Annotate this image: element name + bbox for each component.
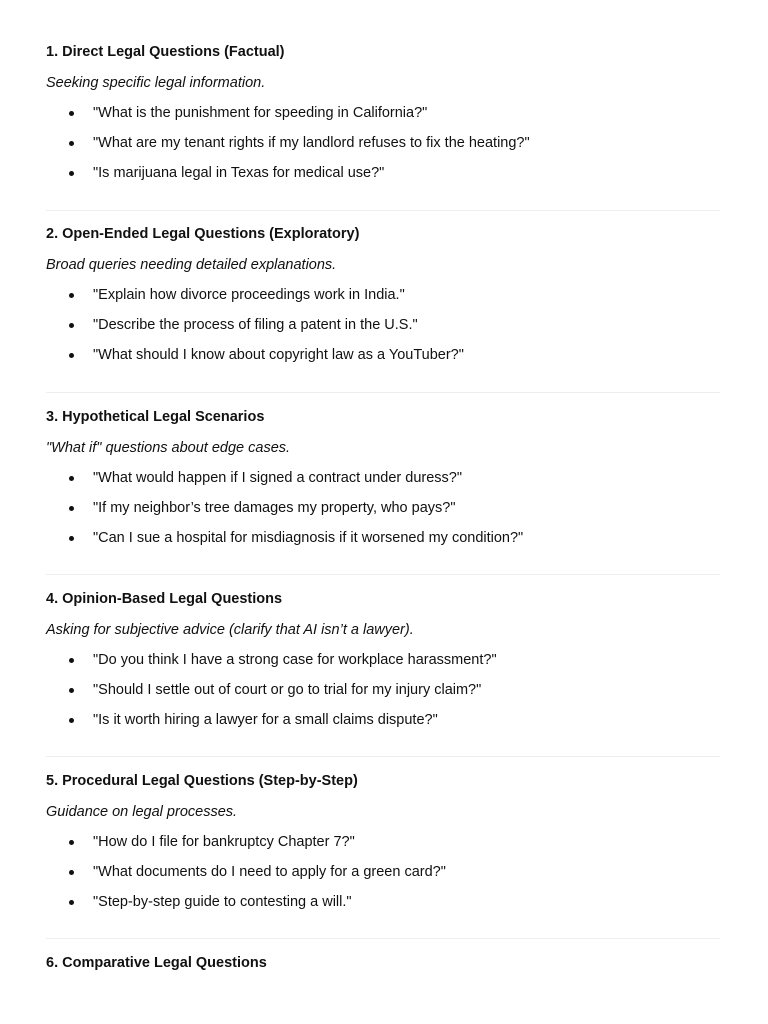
example-list (46, 469, 720, 547)
bullet-icon (69, 141, 74, 146)
bullet-icon (69, 900, 74, 905)
example-text: "Step-by-step guide to contesting a will." (93, 894, 352, 910)
list-item (46, 104, 720, 122)
section-opinion-based-legal-questions (46, 590, 720, 729)
list-item (46, 164, 720, 182)
section-title: 4. Opinion-Based Legal Questions (46, 591, 283, 607)
bullet-icon (69, 353, 74, 358)
example-text: "Can I sue a hospital for misdiagnosis if it worsened my condition?" (93, 530, 524, 546)
section-hypothetical-legal-scenarios (46, 408, 720, 547)
bullet-icon (69, 536, 74, 541)
section-description: Guidance on legal processes. (46, 804, 238, 820)
example-text: "Should I settle out of court or go to trial for my injury claim?" (93, 682, 482, 698)
section-open-ended-legal-questions (46, 225, 720, 364)
section-description: Asking for subjective advice (clarify that AI isn’t a lawyer). (46, 622, 414, 638)
example-text: "How do I file for bankruptcy Chapter 7?" (93, 834, 355, 850)
bullet-icon (69, 840, 74, 845)
list-item (46, 316, 720, 334)
bullet-icon (69, 506, 74, 511)
example-text: "What are my tenant rights if my landlord refuses to fix the heating?" (93, 135, 530, 151)
bullet-icon (69, 688, 74, 693)
section-divider (46, 756, 720, 757)
bullet-icon (69, 718, 74, 723)
section-title: 1. Direct Legal Questions (Factual) (46, 44, 285, 60)
list-item (46, 499, 720, 517)
section-title: 3. Hypothetical Legal Scenarios (46, 409, 265, 425)
section-title: 5. Procedural Legal Questions (Step-by-Step) (46, 773, 358, 789)
list-item (46, 469, 720, 487)
list-item (46, 651, 720, 669)
bullet-icon (69, 658, 74, 663)
section-comparative-legal-questions (46, 954, 720, 972)
section-title: 2. Open-Ended Legal Questions (Exploratory) (46, 226, 360, 242)
section-divider (46, 574, 720, 575)
section-description: "What if" questions about edge cases. (46, 440, 291, 456)
list-item (46, 346, 720, 364)
bullet-icon (69, 111, 74, 116)
example-text: "Describe the process of filing a patent in the U.S." (93, 317, 418, 333)
example-text: "Do you think I have a strong case for workplace harassment?" (93, 652, 497, 668)
list-item (46, 833, 720, 851)
section-divider (46, 392, 720, 393)
example-text: "Is it worth hiring a lawyer for a small claims dispute?" (93, 712, 438, 728)
section-direct-legal-questions (46, 43, 720, 182)
example-text: "If my neighbor’s tree damages my property, who pays?" (93, 500, 456, 516)
bullet-icon (69, 171, 74, 176)
list-item (46, 893, 720, 911)
section-divider (46, 938, 720, 939)
example-text: "Explain how divorce proceedings work in India." (93, 287, 405, 303)
list-item (46, 711, 720, 729)
section-divider (46, 210, 720, 211)
bullet-icon (69, 293, 74, 298)
section-description: Seeking specific legal information. (46, 75, 266, 91)
list-item (46, 286, 720, 304)
example-text: "Is marijuana legal in Texas for medical use?" (93, 165, 385, 181)
example-list (46, 104, 720, 182)
example-list (46, 833, 720, 911)
section-procedural-legal-questions (46, 772, 720, 911)
list-item (46, 529, 720, 547)
example-list (46, 651, 720, 729)
example-text: "What would happen if I signed a contract under duress?" (93, 470, 462, 486)
example-text: "What documents do I need to apply for a green card?" (93, 864, 446, 880)
example-list (46, 286, 720, 364)
list-item (46, 134, 720, 152)
bullet-icon (69, 476, 74, 481)
section-description: Broad queries needing detailed explanations. (46, 257, 337, 273)
list-item (46, 681, 720, 699)
section-title: 6. Comparative Legal Questions (46, 955, 267, 971)
bullet-icon (69, 870, 74, 875)
example-text: "What should I know about copyright law as a YouTuber?" (93, 347, 464, 363)
list-item (46, 863, 720, 881)
example-text: "What is the punishment for speeding in California?" (93, 105, 428, 121)
bullet-icon (69, 323, 74, 328)
